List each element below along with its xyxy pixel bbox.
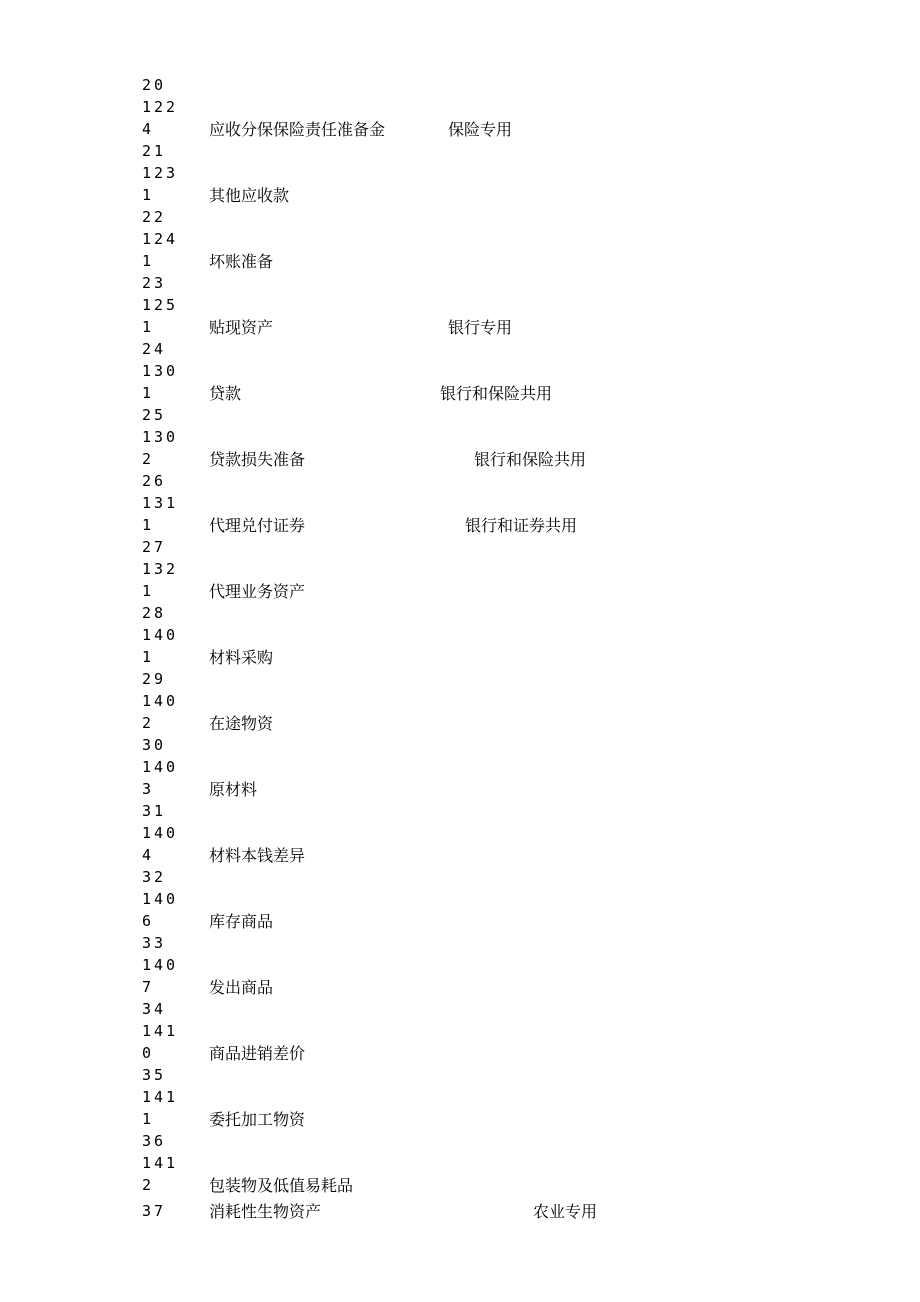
account-note: 银行专用 xyxy=(448,318,513,337)
account-entry-31 xyxy=(0,802,920,868)
account-code-part: 1 xyxy=(142,186,155,204)
account-code-part: 122 xyxy=(142,98,179,116)
account-code-part: 140 xyxy=(142,956,179,974)
account-code-part: 141 xyxy=(142,1154,179,1172)
entry-number: 29 xyxy=(142,670,167,688)
account-code-part: 0 xyxy=(142,1044,155,1062)
account-code-part: 141 xyxy=(142,1022,179,1040)
account-entry-26 xyxy=(0,472,920,538)
account-code-part: 1 xyxy=(142,318,155,336)
account-name: 其他应收款 xyxy=(209,186,290,205)
entry-number: 34 xyxy=(142,1000,167,1018)
entry-number: 33 xyxy=(142,934,167,952)
account-code-part: 123 xyxy=(142,164,179,182)
account-entry-21 xyxy=(0,142,920,208)
account-code-part: 125 xyxy=(142,296,179,314)
account-entry-28 xyxy=(0,604,920,670)
account-code-part: 1 xyxy=(142,582,155,600)
entry-number: 26 xyxy=(142,472,167,490)
account-name: 贴现资产 xyxy=(209,318,274,337)
account-code-part: 2 xyxy=(142,714,155,732)
account-name: 贷款 xyxy=(209,384,242,403)
entry-number: 32 xyxy=(142,868,167,886)
account-name: 贷款损失准备 xyxy=(209,450,306,469)
account-name: 材料采购 xyxy=(209,648,274,667)
account-code-part: 1 xyxy=(142,1110,155,1128)
account-code-part: 2 xyxy=(142,450,155,468)
account-code-part: 140 xyxy=(142,824,179,842)
account-code-part: 131 xyxy=(142,494,179,512)
account-code-part: 124 xyxy=(142,230,179,248)
account-code-part: 130 xyxy=(142,428,179,446)
account-name: 库存商品 xyxy=(209,912,274,931)
entry-number: 24 xyxy=(142,340,167,358)
account-code-part: 1 xyxy=(142,516,155,534)
entry-number: 36 xyxy=(142,1132,167,1150)
account-code-part: 140 xyxy=(142,890,179,908)
account-code-part: 1 xyxy=(142,252,155,270)
account-entry-36 xyxy=(0,1132,920,1198)
account-code-part: 4 xyxy=(142,120,155,138)
account-code-part: 140 xyxy=(142,758,179,776)
account-code-part: 7 xyxy=(142,978,155,996)
account-code-part: 141 xyxy=(142,1088,179,1106)
account-name: 在途物资 xyxy=(209,714,274,733)
entry-number: 31 xyxy=(142,802,167,820)
account-entry-22 xyxy=(0,208,920,274)
entry-number: 35 xyxy=(142,1066,167,1084)
account-code-part: 130 xyxy=(142,362,179,380)
account-code-part: 132 xyxy=(142,560,179,578)
account-name: 消耗性生物资产 xyxy=(209,1202,322,1221)
account-note: 银行和保险共用 xyxy=(474,450,587,469)
account-note: 银行和保险共用 xyxy=(440,384,553,403)
account-code-part: 6 xyxy=(142,912,155,930)
account-entry-27 xyxy=(0,538,920,604)
account-name: 发出商品 xyxy=(209,978,274,997)
account-name: 委托加工物资 xyxy=(209,1110,306,1129)
account-code-part: 140 xyxy=(142,626,179,644)
entry-number: 37 xyxy=(142,1202,167,1220)
account-entry-23 xyxy=(0,274,920,340)
account-entry-25 xyxy=(0,406,920,472)
account-name: 原材料 xyxy=(209,780,258,799)
entry-number: 28 xyxy=(142,604,167,622)
account-name: 应收分保保险责任准备金 xyxy=(209,120,386,139)
account-note: 保险专用 xyxy=(448,120,513,139)
account-entry-29 xyxy=(0,670,920,736)
account-code-part: 4 xyxy=(142,846,155,864)
entry-number: 23 xyxy=(142,274,167,292)
account-name: 代理业务资产 xyxy=(209,582,306,601)
account-name: 坏账准备 xyxy=(209,252,274,271)
account-entry-33 xyxy=(0,934,920,1000)
account-name: 材料本钱差异 xyxy=(209,846,306,865)
account-entry-20 xyxy=(0,76,920,142)
account-name: 代理兑付证券 xyxy=(209,516,306,535)
account-entry-37 xyxy=(0,1202,920,1226)
account-code-part: 1 xyxy=(142,648,155,666)
account-note: 银行和证券共用 xyxy=(465,516,578,535)
entry-number: 20 xyxy=(142,76,167,94)
account-code-part: 1 xyxy=(142,384,155,402)
account-code-part: 140 xyxy=(142,692,179,710)
entry-number: 30 xyxy=(142,736,167,754)
account-entry-24 xyxy=(0,340,920,406)
account-name: 商品进销差价 xyxy=(209,1044,306,1063)
account-note: 农业专用 xyxy=(533,1202,598,1221)
entry-number: 22 xyxy=(142,208,167,226)
account-entry-32 xyxy=(0,868,920,934)
entry-number: 27 xyxy=(142,538,167,556)
account-entry-30 xyxy=(0,736,920,802)
account-code-part: 2 xyxy=(142,1176,155,1194)
account-entry-35 xyxy=(0,1066,920,1132)
entry-number: 21 xyxy=(142,142,167,160)
account-name: 包装物及低值易耗品 xyxy=(209,1176,354,1195)
account-code-part: 3 xyxy=(142,780,155,798)
entry-number: 25 xyxy=(142,406,167,424)
account-entry-34 xyxy=(0,1000,920,1066)
